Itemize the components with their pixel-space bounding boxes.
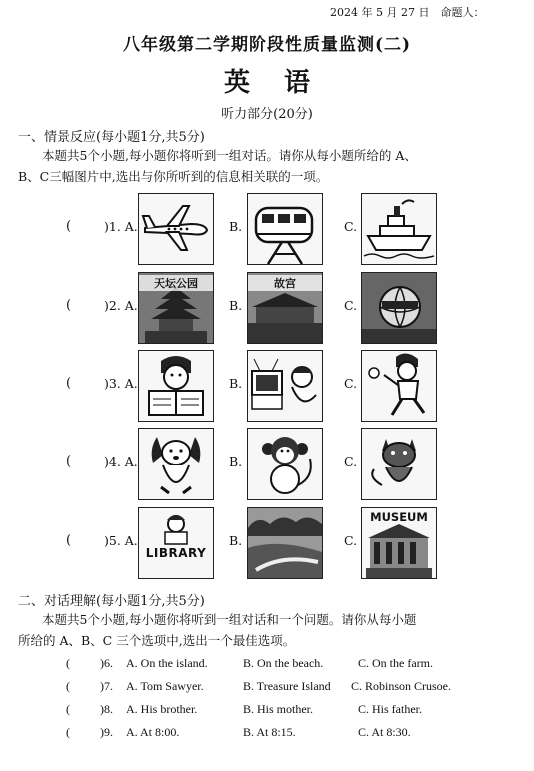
question-number: )1. A. (104, 219, 138, 234)
section1-instruction-line1: 本题共5个小题,每小题你将听到一组对话。请你从每小题所给的 A、 (42, 148, 417, 163)
option-c-label: C. (344, 376, 358, 391)
answer-paren[interactable]: ( (66, 376, 72, 391)
museum-icon[interactable] (361, 507, 437, 579)
tennis-girl-icon[interactable] (361, 350, 437, 422)
section2-instruction-line1: 本题共5个小题,每小题你将听到一组对话和一个问题。请你从每小题 (42, 612, 417, 627)
option-c-label: C. (344, 533, 358, 548)
question-number: )7. (100, 679, 113, 693)
option-a[interactable]: A. On the island. (126, 656, 208, 670)
picture-caption: 天坛公园 (139, 275, 213, 291)
park-icon[interactable] (247, 507, 323, 579)
question-row-1 (0, 193, 534, 267)
tv-watching-girl-icon[interactable] (247, 350, 323, 422)
temple-of-heaven-icon[interactable] (138, 272, 214, 344)
header-date-author: 2024 年 5 月 27 日 命题人： (330, 6, 485, 19)
question-row-2 (0, 272, 534, 346)
answer-paren[interactable]: ( (66, 656, 70, 670)
option-a[interactable]: A. At 8:00. (126, 725, 180, 739)
option-b[interactable]: B. At 8:15. (243, 725, 296, 739)
answer-paren[interactable]: ( (66, 702, 70, 716)
question-row-4 (0, 428, 534, 502)
option-c[interactable]: C. At 8:30. (358, 725, 411, 739)
library-icon[interactable] (138, 507, 214, 579)
option-b[interactable]: B. Treasure Island (243, 679, 331, 693)
answer-paren[interactable]: ( (66, 679, 70, 693)
option-b-label: B. (229, 298, 243, 313)
exam-title: 八年级第二学期阶段性质量监测(二) (122, 35, 412, 55)
option-c-label: C. (344, 454, 358, 469)
reading-boy-icon[interactable] (138, 350, 214, 422)
forbidden-city-icon[interactable] (247, 272, 323, 344)
option-a[interactable]: A. Tom Sawyer. (126, 679, 204, 693)
question-row-3 (0, 350, 534, 424)
section1-instruction-line2: B、C三幅图片中,选出与你所听到的信息相关联的一项。 (18, 169, 329, 184)
airplane-icon[interactable] (138, 193, 214, 265)
answer-paren[interactable]: ( (66, 219, 72, 234)
question-number: )9. (100, 725, 113, 739)
question-number: )8. (100, 702, 113, 716)
question-number: )2. A. (104, 298, 138, 313)
section1-heading: 一、情景反应(每小题1分,共5分) (18, 130, 205, 145)
option-c[interactable]: C. His father. (358, 702, 422, 716)
question-number: )5. A. (104, 533, 138, 548)
option-b-label: B. (229, 533, 243, 548)
option-c-label: C. (344, 298, 358, 313)
cat-icon[interactable] (361, 428, 437, 500)
answer-paren[interactable]: ( (66, 454, 72, 469)
ship-icon[interactable] (361, 193, 437, 265)
question-number: )4. A. (104, 454, 138, 469)
answer-paren[interactable]: ( (66, 533, 72, 548)
section2-heading: 二、对话理解(每小题1分,共5分) (18, 594, 205, 609)
listening-part-label: 听力部分(20分) (221, 107, 313, 122)
answer-paren[interactable]: ( (66, 298, 72, 313)
subject-title: 英语 (223, 68, 344, 98)
answer-paren[interactable]: ( (66, 725, 70, 739)
dog-icon[interactable] (138, 428, 214, 500)
question-number: )3. A. (104, 376, 138, 391)
option-c[interactable]: C. Robinson Crusoe. (351, 679, 452, 693)
option-c[interactable]: C. On the farm. (358, 656, 433, 670)
picture-caption: 故宫 (248, 275, 322, 291)
option-b-label: B. (229, 376, 243, 391)
section2-instruction-line2: 所给的 A、B、C 三个选项中,选出一个最佳选项。 (18, 633, 296, 648)
option-b-label: B. (229, 219, 243, 234)
picture-caption: MUSEUM (370, 510, 428, 524)
option-a[interactable]: A. His brother. (126, 702, 198, 716)
question-number: )6. (100, 656, 113, 670)
question-row-5 (0, 507, 534, 581)
option-c-label: C. (344, 219, 358, 234)
picture-caption: LIBRARY (145, 546, 207, 560)
option-b[interactable]: B. On the beach. (243, 656, 324, 670)
universal-globe-icon[interactable] (361, 272, 437, 344)
train-icon[interactable] (247, 193, 323, 265)
option-b-label: B. (229, 454, 243, 469)
option-b[interactable]: B. His mother. (243, 702, 314, 716)
monkey-icon[interactable] (247, 428, 323, 500)
